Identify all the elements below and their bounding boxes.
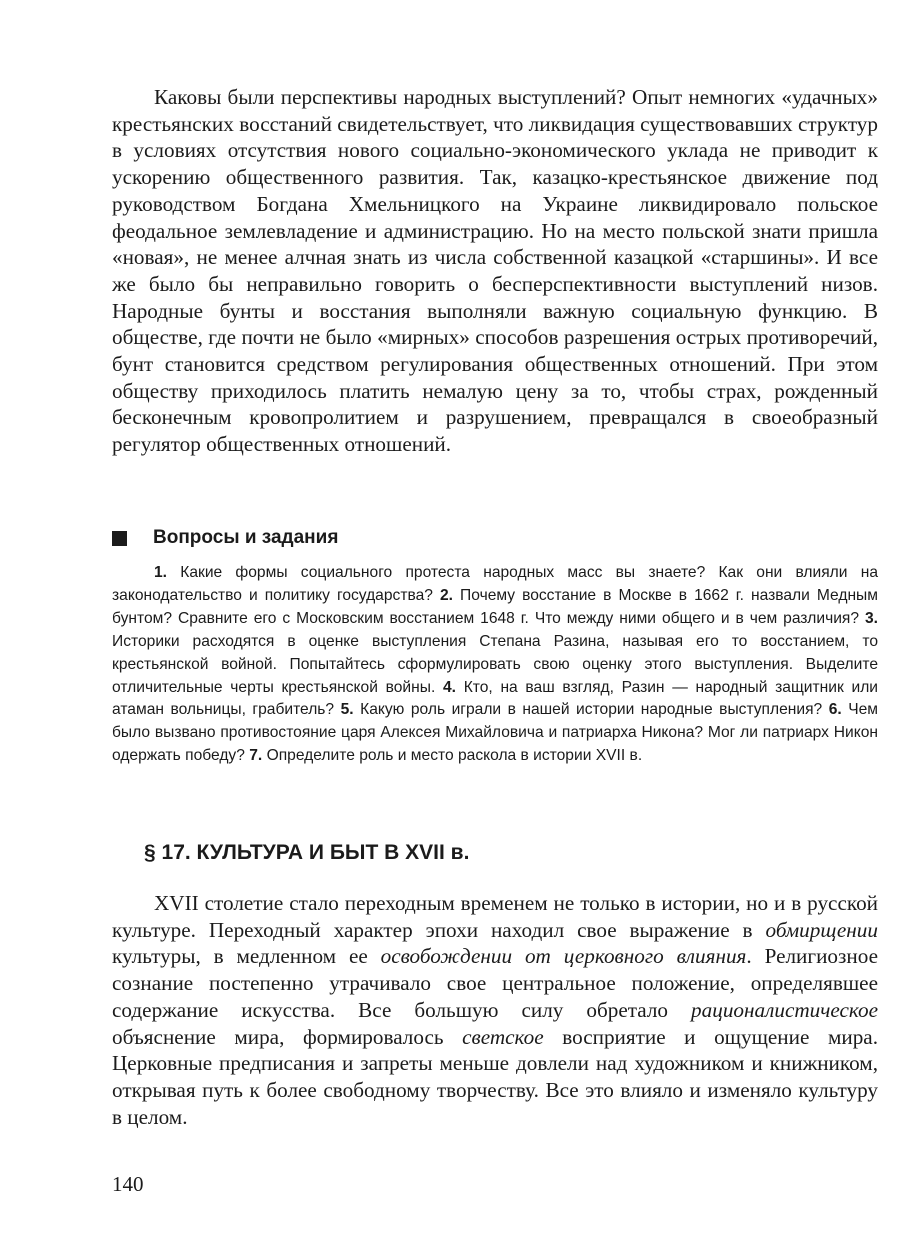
question-text: Кто, на ваш взгляд, Разин — народный защитник или атаман вольницы, грабитель? bbox=[112, 678, 878, 719]
question-text: Историки расходятся в оценке выступления Степана Разина, называя его то восстанием, то крестьянской войной. Попытайтесь сформулировать свою оценку этого выступления. Выделите отличительные черты крестьянской войны. bbox=[112, 632, 878, 696]
question-text: Чем было вызвано противостояние царя Алексея Михайловича и патриарха Никона? Мог ли патриарх Никон одержать победу? bbox=[112, 701, 879, 765]
section-text-part: XVII столетие стало переходным временем не только в истории, но и в русской культуре. Переходный характер эпохи находил свое выражение в bbox=[112, 891, 878, 942]
question-number: 3. bbox=[864, 609, 878, 627]
emphasis-term: обмирщении bbox=[765, 917, 878, 942]
square-bullet-icon bbox=[112, 531, 127, 546]
questions-block bbox=[112, 562, 878, 768]
section-text-part: объяснение мира, формировалось bbox=[112, 1024, 463, 1049]
emphasis-term: рационалистическое bbox=[691, 997, 878, 1022]
page bbox=[112, 84, 879, 1129]
question-number: 1. bbox=[154, 564, 168, 581]
question-number: 2. bbox=[439, 586, 453, 604]
questions-heading bbox=[112, 527, 338, 549]
emphasis-term: освобождении от церковного влияния bbox=[380, 944, 747, 969]
questions-heading-title: Вопросы и задания bbox=[153, 527, 339, 548]
question-text: Почему восстание в Москве в 1662 г. назвали Медным бунтом? Сравните его с Московским восстанием 1648 г. Что между ними общего и в чем различия? bbox=[112, 586, 878, 627]
paragraph-perspectives: Каковы были перспективы народных выступлений? Опыт немногих «удачных» крестьянских восстаний свидетельствует, что ликвидация существовавших структур в условиях отсутствия нового социально-экономического уклада не приводит к ускорению общественного развития. Так, казацко-крестьянское движение под руководством Богдана Хмельницкого на Украине ликвидировало польское феодальное землевладение и администрацию. Но на место польской знати пришла «новая», не менее алчная знать из числа собственной казацкой «старшины». И все же было бы неправильно говорить о бесперспективности выступлений низов. Народные бунты и восстания выполняли важную социальную функцию. В обществе, где почти не было «мирных» способов разрешения острых противоречий, бунт становится средством регулирования общественных отношений. При этом обществу приходилось платить немалую цену за то, чтобы страх, рожденный бесконечным кровопролитием и разрушением, превращался в своеобразный регулятор общественных отношений. bbox=[112, 85, 878, 457]
question-number: 6. bbox=[828, 701, 842, 719]
section-paragraph bbox=[112, 890, 878, 1130]
section-text-part: . Религиозное сознание постепенно утрачивало свое центральное положение, определявшее содержание искусства. Все большую силу обретало bbox=[112, 944, 878, 1022]
question-number: 7. bbox=[249, 747, 263, 765]
section-paragraph-container bbox=[112, 890, 878, 1130]
question-text: Определите роль и место раскола в истории XVII в. bbox=[262, 747, 643, 765]
emphasis-term: светское bbox=[462, 1024, 544, 1049]
question-text: Какие формы социального протеста народных масс вы знаете? Как они влияли на законодательство и политику государства? bbox=[112, 564, 878, 604]
section-title: § 17. КУЛЬТУРА И БЫТ В XVII в. bbox=[144, 841, 470, 864]
page-number: 140 bbox=[112, 1172, 144, 1196]
question-number: 4. bbox=[442, 678, 456, 696]
question-text: Какую роль играли в нашей истории народные выступления? bbox=[353, 701, 829, 719]
section-text-part: культуры, в медленном ее bbox=[112, 944, 381, 969]
section-text-part: восприятие и ощущение мира. Церковные предписания и запреты меньше довлели над художником и книжником, открывая путь к более свободному творчеству. Все это влияло и изменяло культуру в целом. bbox=[112, 1024, 878, 1129]
question-number: 5. bbox=[340, 701, 354, 719]
